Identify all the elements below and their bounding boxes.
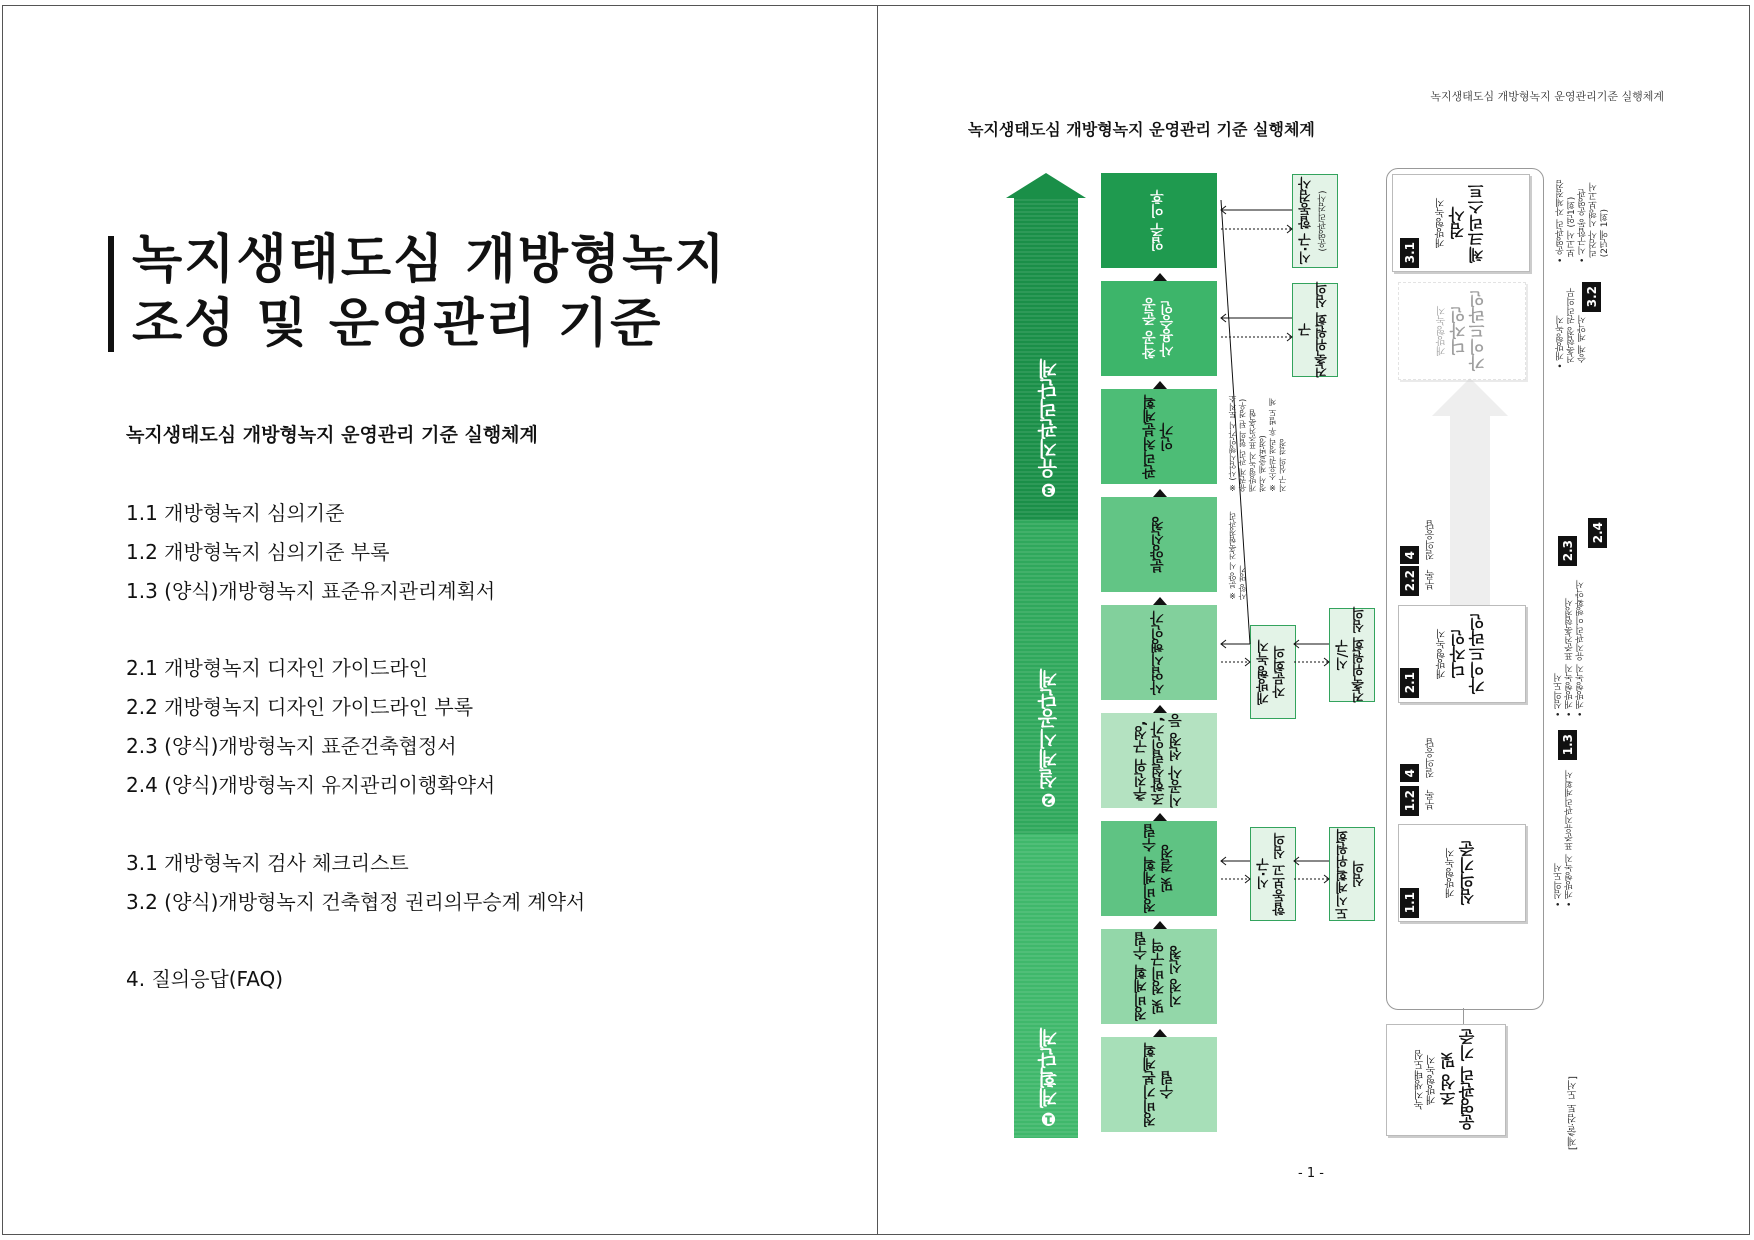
page-number: - 1 - <box>1298 1166 1324 1181</box>
running-header: 녹지생태도심 개방형녹지 운영관리기준 실행체계 <box>1430 90 1664 103</box>
badge-2-3: 2.3 <box>1558 536 1577 566</box>
toc-item-1-1[interactable]: 1.1 개방형녹지 심의기준 <box>126 501 345 525</box>
toc-item-4[interactable]: 4. 질의응답(FAQ) <box>126 967 284 991</box>
phase-3-text: 유지관리단계 <box>1037 359 1061 479</box>
gu-committee-box[interactable]: 구 건축위원회 심의 <box>1292 283 1338 377</box>
step-construction-approval[interactable]: 착공 준공 사용승인 <box>1101 281 1217 376</box>
step-connectors <box>1150 268 1170 1048</box>
step-sale-application[interactable]: 분양신청 <box>1101 497 1217 592</box>
toc-item-2-2[interactable]: 2.2 개방형녹지 디자인 가이드라인 부록 <box>126 695 474 719</box>
doc-2-1-ghost: 개방형녹지 디자인 가이드라인 <box>1398 282 1526 380</box>
phase-1-text: 계획단계 <box>1037 1028 1061 1108</box>
step-basic-plan[interactable]: 정비기본계획 수립 <box>1101 1037 1217 1132</box>
title-accent-bar <box>108 236 114 352</box>
toc-item-1-2[interactable]: 1.2 개방형녹지 심의기준 부록 <box>126 540 390 564</box>
badge-1-3: 1.3 <box>1558 730 1577 760</box>
page-divider <box>877 5 878 1235</box>
badge-2-4: 2.4 <box>1588 518 1607 548</box>
toc-item-2-3[interactable]: 2.3 (양식)개방형녹지 표준건축협정서 <box>126 734 457 758</box>
badge-3-2: 3.2 <box>1582 282 1601 312</box>
phase-2-number: ❷ <box>1038 789 1059 810</box>
faq-label-1: 질의응답 <box>1426 520 1437 560</box>
badge-1-2: 1.2 <box>1400 786 1419 816</box>
bullets-1-3: • 심의도서 • 개방형녹지 표준유지관리계획서 <box>1554 770 1575 908</box>
doc-main-standard[interactable]: 녹지생태도심 개방형녹지 조성 및 운영관리 기준 <box>1386 1024 1506 1136</box>
urban-committee-box[interactable]: 도시계획위원회 심의 <box>1329 827 1375 921</box>
toc-item-1-3[interactable]: 1.3 (양식)개방형녹지 표준유지관리계획서 <box>126 579 496 603</box>
title-line-1: 녹지생태도심 개방형녹지 <box>132 230 727 290</box>
badge-3-1: 3.1 <box>1400 238 1419 268</box>
phase-3-label <box>1034 340 1063 500</box>
city-gu-committee-box[interactable]: 시/구 건축위원회 심의 <box>1329 608 1375 702</box>
joint-report-box[interactable]: 시·구 합동보고 심의 <box>1250 827 1296 921</box>
badge-2-1: 2.1 <box>1400 668 1419 698</box>
document-title <box>132 228 727 356</box>
step-committee-formation[interactable]: 추진위 구성, 조합설립인가, 시공사 선정 등 <box>1101 713 1217 808</box>
bullets-3-1: • 운영관리 자체점검 보고서 (연1회) • 시구합동 운영관 리검사 시행보고서 (2년에 1회) <box>1556 180 1610 264</box>
phase-2-label <box>1034 650 1063 810</box>
phase-1-number: ❶ <box>1038 1108 1059 1129</box>
note-management-plan: ※ (사업시행인가시 토지소 유권계 관리 협의 된 경우) 개방형녹지 표준건축협 정서 제출(변경) ※ 소유권 정리 후 별도 체 지구 심의 결정 <box>1228 394 1287 492</box>
title-line-2: 조성 및 운영관리 기준 <box>132 294 663 354</box>
note-sale: ※ 분양 시 건축협정관리 사항 명기 <box>1228 511 1247 600</box>
badge-1-1: 1.1 <box>1400 888 1419 918</box>
badge-4-a: 4 <box>1400 546 1419 564</box>
toc-item-2-4[interactable]: 2.4 (양식)개방형녹지 유지관리이행확약서 <box>126 773 496 797</box>
diagram-title: 녹지생태도심 개방형녹지 운영관리 기준 실행체계 <box>968 120 1315 139</box>
advisory-meeting-box[interactable]: 개방형녹지 자문회의 <box>1250 625 1296 719</box>
appendix-label-2: 부록 <box>1426 790 1437 810</box>
badge-4-b: 4 <box>1400 764 1419 782</box>
bullets-2-3: • 심의도서 • 개방형녹지 표준건축협정서 • 개방형녹지 유지관리이행확약서 <box>1554 580 1586 718</box>
document-subtitle: 녹지생태도심 개방형녹지 운영관리 기준 실행체계 <box>126 424 538 446</box>
faq-label-2: 질의응답 <box>1426 738 1437 778</box>
upgrade-arrow <box>1430 376 1510 606</box>
badge-2-2: 2.2 <box>1400 566 1419 596</box>
phase-1-label <box>1034 999 1063 1129</box>
submitted-docs-label: [제출·검토 도서] <box>1568 1076 1579 1151</box>
doc-2-1-guideline[interactable]: 개방형녹지 디자인 가이드라인 <box>1398 605 1526 703</box>
inspection-box[interactable]: 시·구 합동검사 (운영관리검사) <box>1292 174 1338 268</box>
step-move-in[interactable]: 입주 이후 <box>1101 173 1217 268</box>
toc-item-2-1[interactable]: 2.1 개방형녹지 디자인 가이드라인 <box>126 656 429 680</box>
toc-item-3-1[interactable]: 3.1 개방형녹지 검사 체크리스트 <box>126 851 409 875</box>
bullets-3-2: • 개방형녹지 건축협정 권리의무 승계 계약서 <box>1556 288 1588 369</box>
step-management-plan[interactable]: 관리처분계획 인가 <box>1101 389 1217 484</box>
step-district-designation[interactable]: 정비계획 수립 및 정비구역 지정 신청 <box>1101 929 1217 1024</box>
doc-3-1-checklist[interactable]: 개방형녹지 검사 체크리스트 <box>1392 174 1530 272</box>
toc-item-3-2[interactable]: 3.2 (양식)개방형녹지 건축협정 권리의무승계 계약서 <box>126 890 586 914</box>
panel-connector <box>1463 1008 1464 1024</box>
phase-3-number: ❸ <box>1038 479 1059 500</box>
step-plan-decision[interactable]: 정비계획 수립 및 결정 <box>1101 821 1217 916</box>
doc-1-1-criteria[interactable]: 개방형녹지 심의기준 <box>1398 824 1526 922</box>
step-project-approval[interactable]: 사업시행인가 <box>1101 605 1217 700</box>
appendix-label-1: 부록 <box>1426 570 1437 590</box>
phase-2-text: 설계시공단계 <box>1037 669 1061 789</box>
